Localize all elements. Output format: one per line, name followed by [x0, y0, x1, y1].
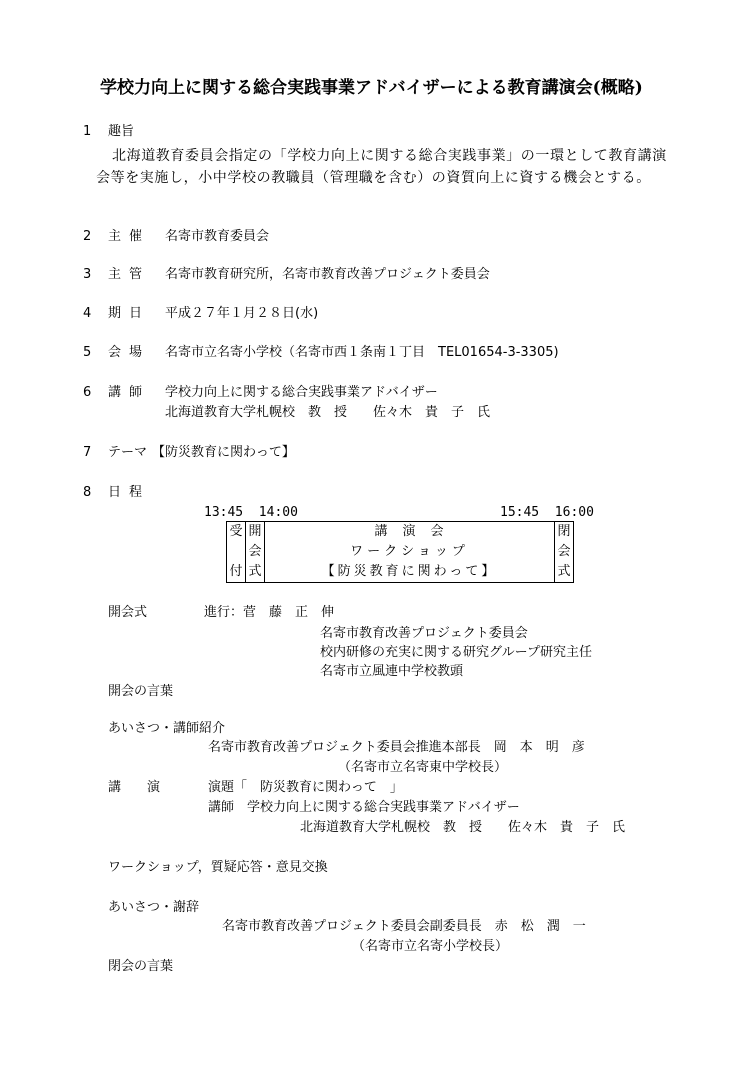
- section-5-value: 名寄市立名寄小学校（名寄市西１条南１丁目 TEL01654-3-3305): [165, 345, 559, 360]
- schedule-table: [226, 521, 574, 583]
- section-5-label: 会場: [108, 345, 151, 360]
- schedule-closing-cell: [555, 522, 574, 583]
- schedule-opening-char: 会: [248, 544, 262, 559]
- section-8-number: 8: [83, 485, 92, 500]
- document-title: 学校力向上に関する総合実践事業アドバイザーによる教育講演会(概略): [100, 78, 643, 98]
- opening-words: 開会の言葉: [108, 684, 174, 699]
- section-7-number: 7: [83, 445, 92, 460]
- schedule-times-right: 15:45 16:00: [500, 505, 594, 520]
- section-3-label: 主管: [108, 267, 151, 282]
- thanks-label: あいさつ・謝辞: [108, 900, 200, 915]
- schedule-closing-char: 式: [557, 564, 571, 579]
- section-6-number: 6: [83, 385, 92, 400]
- moderator: 進行：菅 藤 正 伸: [204, 605, 335, 620]
- schedule-main-line: ワークショップ: [350, 544, 469, 559]
- section-4-value: 平成２７年１月２８日(水): [165, 306, 319, 321]
- section-7-label: テーマ: [108, 445, 148, 460]
- section-2-label: 主催: [108, 229, 151, 244]
- section-3-number: 3: [83, 267, 92, 282]
- schedule-main-line: 講 演 会: [374, 524, 445, 539]
- opening-ceremony-label: 開会式: [108, 605, 148, 620]
- section-1-label: 趣旨: [108, 124, 135, 139]
- schedule-reception-char: 受: [229, 524, 243, 539]
- lecture-label: 講 演: [108, 780, 161, 795]
- section-6-value-2: 北海道教育大学札幌校 教 授 佐々木 貴 子 氏: [165, 405, 491, 420]
- schedule-opening-cell: [246, 522, 265, 583]
- closing-words: 閉会の言葉: [108, 959, 174, 974]
- section-1-number: 1: [83, 124, 92, 139]
- section-1-text: 北海道教育委員会指定の「学校力向上に関する総合実践事業」の一環として教育講演会等を実施し，小中学校の教職員（管理職を含む）の資質向上に資する機会とする。: [96, 148, 667, 186]
- thanks-affiliation: （名寄市立名寄小学校長）: [352, 939, 509, 954]
- section-4-label: 期日: [108, 306, 151, 321]
- section-5-number: 5: [83, 345, 92, 360]
- section-3-value: 名寄市教育研究所，名寄市教育改善プロジェクト委員会: [165, 267, 490, 282]
- section-6-label: 講師: [108, 385, 151, 400]
- lecture-lecturer: 講師 学校力向上に関する総合実践事業アドバイザー: [208, 800, 520, 815]
- section-6-value: 学校力向上に関する総合実践事業アドバイザー: [165, 385, 438, 400]
- schedule-closing-char: 閉: [557, 524, 571, 539]
- greeting-affiliation: （名寄市立名寄東中学校長）: [338, 760, 508, 775]
- schedule-reception-char: [227, 542, 245, 562]
- schedule-opening-char: 式: [248, 564, 262, 579]
- section-8-label: 日程: [108, 485, 151, 500]
- section-7-value: 【防災教育に関わって】: [152, 445, 295, 460]
- moderator-role-1: 名寄市教育改善プロジェクト委員会: [320, 626, 528, 641]
- moderator-role-2: 校内研修の充実に関する研究グループ研究主任: [320, 645, 592, 660]
- section-2-number: 2: [83, 229, 92, 244]
- greeting-person: 名寄市教育改善プロジェクト委員会推進本部長 岡 本 明 彦: [208, 740, 585, 755]
- lecture-title: 演題「 防災教育に関わって 」: [208, 780, 403, 795]
- moderator-role-3: 名寄市立風連中学校教頭: [320, 664, 464, 679]
- schedule-reception-char: 付: [229, 564, 243, 579]
- section-2-value: 名寄市教育委員会: [165, 229, 270, 244]
- schedule-opening-char: 開: [248, 524, 262, 539]
- section-4-number: 4: [83, 306, 92, 321]
- greeting-label: あいさつ・講師紹介: [108, 721, 226, 736]
- schedule-times-left: 13:45 14:00: [204, 505, 298, 520]
- workshop-line: ワークショップ，質疑応答・意見交換: [108, 860, 328, 875]
- schedule-main-cell: [265, 522, 555, 583]
- lecture-lecturer-affiliation: 北海道教育大学札幌校 教 授 佐々木 貴 子 氏: [300, 820, 626, 835]
- schedule-closing-char: 会: [557, 544, 571, 559]
- schedule-main-line: 【防災教育に関わって】: [321, 564, 498, 579]
- schedule-reception-cell: [227, 522, 246, 583]
- thanks-person: 名寄市教育改善プロジェクト委員会副委員長 赤 松 潤 一: [222, 919, 586, 934]
